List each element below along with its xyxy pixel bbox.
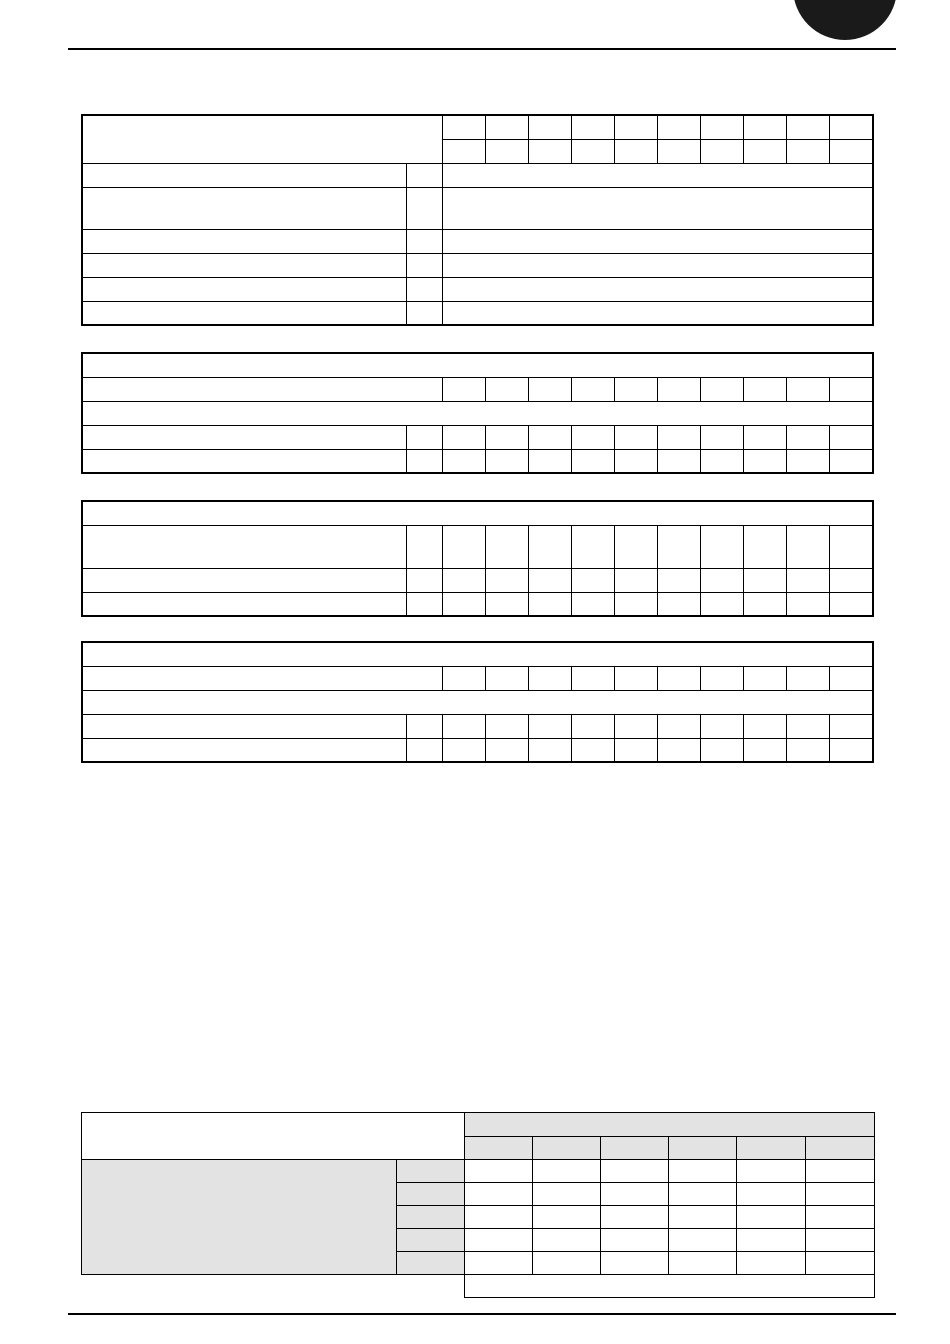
table-cell bbox=[572, 666, 615, 690]
table-cell bbox=[82, 666, 442, 690]
table-row bbox=[82, 1275, 875, 1298]
table-cell bbox=[82, 449, 406, 473]
table-cell bbox=[787, 425, 830, 449]
table-cell bbox=[806, 1229, 875, 1252]
table-cell bbox=[658, 139, 701, 163]
table-cell bbox=[442, 425, 485, 449]
table-cell bbox=[528, 714, 571, 738]
table-cell bbox=[601, 1206, 669, 1229]
table-row bbox=[82, 1160, 875, 1183]
table-cell bbox=[658, 377, 701, 401]
table-cell bbox=[528, 738, 571, 762]
table-row bbox=[82, 425, 873, 449]
section-subtitle-cell bbox=[82, 690, 873, 714]
table-cell bbox=[787, 714, 830, 738]
table-cell bbox=[82, 253, 406, 277]
table-cell bbox=[701, 568, 744, 592]
table-cell bbox=[669, 1252, 737, 1275]
table-cell bbox=[744, 666, 787, 690]
table-cell bbox=[658, 738, 701, 762]
table-cell bbox=[82, 425, 406, 449]
table-cell bbox=[82, 377, 442, 401]
table-cell bbox=[406, 301, 442, 325]
table-cell bbox=[485, 666, 528, 690]
table-row bbox=[82, 353, 873, 377]
table-cell bbox=[572, 115, 615, 139]
table-cell bbox=[744, 714, 787, 738]
table-row bbox=[82, 229, 873, 253]
table-cell bbox=[601, 1137, 669, 1160]
table-cell bbox=[397, 1183, 465, 1206]
table-cell bbox=[465, 1229, 533, 1252]
table-cell bbox=[442, 714, 485, 738]
table-cell bbox=[442, 187, 873, 229]
table-cell bbox=[82, 163, 406, 187]
table-cell bbox=[701, 592, 744, 616]
table-cell bbox=[830, 425, 873, 449]
table-cell bbox=[830, 568, 873, 592]
table-cell bbox=[658, 115, 701, 139]
table-cell bbox=[465, 1160, 533, 1183]
spec-table-1 bbox=[81, 114, 874, 326]
table-cell bbox=[744, 139, 787, 163]
table-cell bbox=[806, 1160, 875, 1183]
table-cell bbox=[442, 301, 873, 325]
table-cell bbox=[528, 666, 571, 690]
table-cell bbox=[442, 666, 485, 690]
table-cell bbox=[533, 1160, 601, 1183]
table-cell bbox=[806, 1206, 875, 1229]
table-cell bbox=[744, 738, 787, 762]
table-cell bbox=[442, 525, 485, 568]
table-cell bbox=[615, 738, 658, 762]
table-cell bbox=[615, 139, 658, 163]
table-row bbox=[82, 568, 873, 592]
table-cell bbox=[669, 1206, 737, 1229]
table-cell bbox=[830, 592, 873, 616]
table-cell bbox=[406, 714, 442, 738]
table-cell bbox=[701, 449, 744, 473]
table-cell bbox=[528, 525, 571, 568]
table-cell bbox=[572, 139, 615, 163]
spec-table-3 bbox=[81, 500, 874, 617]
table-row bbox=[82, 1113, 875, 1137]
table-cell bbox=[442, 568, 485, 592]
spec-table-4 bbox=[81, 641, 874, 763]
table-cell bbox=[406, 449, 442, 473]
table-cell bbox=[465, 1252, 533, 1275]
table-cell bbox=[658, 449, 701, 473]
table-cell bbox=[528, 592, 571, 616]
table-cell bbox=[737, 1229, 806, 1252]
table-cell bbox=[615, 377, 658, 401]
table-cell bbox=[615, 714, 658, 738]
table-cell bbox=[485, 425, 528, 449]
table-cell bbox=[615, 425, 658, 449]
table-cell bbox=[737, 1183, 806, 1206]
table-cell bbox=[485, 714, 528, 738]
table-cell bbox=[787, 139, 830, 163]
table-cell bbox=[830, 449, 873, 473]
table-cell bbox=[406, 253, 442, 277]
table-cell bbox=[658, 714, 701, 738]
table-row bbox=[82, 592, 873, 616]
table-cell bbox=[787, 592, 830, 616]
table-cell bbox=[406, 738, 442, 762]
table-cell bbox=[485, 738, 528, 762]
table-cell bbox=[572, 738, 615, 762]
table-cell bbox=[615, 568, 658, 592]
table-cell bbox=[830, 738, 873, 762]
table-cell bbox=[787, 568, 830, 592]
table-cell bbox=[701, 738, 744, 762]
table-cell bbox=[572, 592, 615, 616]
table-cell bbox=[787, 115, 830, 139]
table-header-cell bbox=[82, 115, 442, 163]
table-row bbox=[82, 714, 873, 738]
table-cell bbox=[572, 449, 615, 473]
table-row bbox=[82, 738, 873, 762]
table-cell bbox=[830, 666, 873, 690]
table-row bbox=[82, 525, 873, 568]
table-cell bbox=[485, 115, 528, 139]
table-cell bbox=[528, 568, 571, 592]
table-cell bbox=[397, 1229, 465, 1252]
table-cell bbox=[615, 115, 658, 139]
table-row bbox=[82, 401, 873, 425]
table-cell bbox=[82, 525, 406, 568]
table-cell bbox=[701, 666, 744, 690]
spec-table-2 bbox=[81, 352, 874, 474]
table-cell bbox=[528, 377, 571, 401]
table-cell bbox=[615, 525, 658, 568]
table-cell bbox=[485, 377, 528, 401]
section-title-cell bbox=[82, 353, 873, 377]
table-cell bbox=[701, 139, 744, 163]
table-cell bbox=[669, 1229, 737, 1252]
table-cell bbox=[528, 449, 571, 473]
table-cell bbox=[406, 163, 442, 187]
table-cell bbox=[737, 1160, 806, 1183]
table-row bbox=[82, 501, 873, 525]
table-cell bbox=[737, 1137, 806, 1160]
table-cell bbox=[787, 377, 830, 401]
table-cell bbox=[529, 115, 572, 139]
table-row bbox=[82, 449, 873, 473]
table-cell bbox=[465, 1206, 533, 1229]
table-cell bbox=[533, 1137, 601, 1160]
table-cell bbox=[82, 714, 406, 738]
table-cell bbox=[737, 1252, 806, 1275]
table-cell bbox=[82, 592, 406, 616]
table-cell bbox=[465, 1183, 533, 1206]
table-cell bbox=[406, 592, 442, 616]
table-cell bbox=[701, 525, 744, 568]
table-cell bbox=[615, 449, 658, 473]
table-cell bbox=[442, 592, 485, 616]
table-cell bbox=[572, 714, 615, 738]
table-cell bbox=[601, 1252, 669, 1275]
table-row bbox=[82, 642, 873, 666]
table-cell bbox=[658, 666, 701, 690]
table-cell bbox=[787, 449, 830, 473]
table-cell bbox=[701, 377, 744, 401]
table-row bbox=[82, 163, 873, 187]
table-cell bbox=[787, 738, 830, 762]
table-cell bbox=[658, 425, 701, 449]
spec-table-5 bbox=[81, 1112, 875, 1298]
table-cell bbox=[830, 525, 873, 568]
table-cell bbox=[528, 425, 571, 449]
table-cell bbox=[397, 1206, 465, 1229]
table-cell bbox=[82, 187, 406, 229]
table-footnote-cell bbox=[465, 1275, 875, 1298]
table-cell bbox=[533, 1229, 601, 1252]
table-row bbox=[82, 690, 873, 714]
table-cell bbox=[830, 714, 873, 738]
table-cell bbox=[701, 714, 744, 738]
table-cell bbox=[485, 568, 528, 592]
table-cell bbox=[744, 449, 787, 473]
table-row bbox=[82, 253, 873, 277]
header-rule bbox=[68, 48, 896, 50]
table-cell bbox=[442, 277, 873, 301]
table-cell bbox=[615, 592, 658, 616]
table-cell bbox=[406, 425, 442, 449]
table-cell bbox=[806, 1183, 875, 1206]
table-cell bbox=[82, 568, 406, 592]
table-cell bbox=[485, 592, 528, 616]
table-cell bbox=[442, 139, 485, 163]
table-cell bbox=[397, 1252, 465, 1275]
table-cell bbox=[669, 1137, 737, 1160]
table-cell bbox=[572, 377, 615, 401]
table-cell bbox=[572, 568, 615, 592]
table-cell bbox=[485, 449, 528, 473]
table-cell bbox=[442, 229, 873, 253]
table-cell bbox=[701, 115, 744, 139]
table-cell bbox=[744, 115, 787, 139]
table-spacer-cell bbox=[82, 1275, 465, 1298]
table-cell bbox=[806, 1137, 875, 1160]
table-cell bbox=[533, 1206, 601, 1229]
table-cell bbox=[572, 525, 615, 568]
chapter-tab bbox=[793, 0, 897, 40]
table-cell bbox=[82, 301, 406, 325]
table-cell bbox=[830, 377, 873, 401]
table-cell bbox=[442, 163, 873, 187]
table-cell bbox=[485, 525, 528, 568]
table-cell bbox=[442, 377, 485, 401]
table-row bbox=[82, 277, 873, 301]
table-cell bbox=[406, 568, 442, 592]
table-cell bbox=[442, 449, 485, 473]
table-cell bbox=[806, 1252, 875, 1275]
table-cell bbox=[397, 1160, 465, 1183]
section-title-cell bbox=[82, 501, 873, 525]
table-cell bbox=[533, 1252, 601, 1275]
table-cell bbox=[82, 277, 406, 301]
table-cell bbox=[744, 568, 787, 592]
table-cell bbox=[82, 229, 406, 253]
table-cell bbox=[658, 525, 701, 568]
table-cell bbox=[406, 229, 442, 253]
table-cell bbox=[572, 425, 615, 449]
table-row bbox=[82, 377, 873, 401]
table-cell bbox=[744, 377, 787, 401]
table-cell bbox=[82, 738, 406, 762]
table-cell bbox=[601, 1183, 669, 1206]
table-header-cell bbox=[82, 1113, 465, 1160]
footer-rule bbox=[68, 1313, 896, 1315]
table-cell bbox=[406, 277, 442, 301]
table-cell bbox=[533, 1183, 601, 1206]
table-cell bbox=[787, 525, 830, 568]
section-title-cell bbox=[82, 642, 873, 666]
table-cell bbox=[406, 187, 442, 229]
table-cell bbox=[830, 115, 873, 139]
table-cell bbox=[744, 425, 787, 449]
table-row bbox=[82, 301, 873, 325]
table-cell bbox=[744, 525, 787, 568]
table-row bbox=[82, 666, 873, 690]
table-cell bbox=[669, 1183, 737, 1206]
table-cell bbox=[787, 666, 830, 690]
table-header-cell bbox=[465, 1113, 875, 1137]
section-subtitle-cell bbox=[82, 401, 873, 425]
table-cell bbox=[465, 1137, 533, 1160]
table-cell bbox=[442, 738, 485, 762]
table-cell bbox=[601, 1229, 669, 1252]
table-cell bbox=[701, 425, 744, 449]
table-cell bbox=[615, 666, 658, 690]
table-row bbox=[82, 187, 873, 229]
table-cell bbox=[744, 592, 787, 616]
table-cell bbox=[442, 253, 873, 277]
table-cell bbox=[737, 1206, 806, 1229]
table-cell bbox=[442, 115, 485, 139]
table-cell bbox=[658, 592, 701, 616]
table-cell bbox=[669, 1160, 737, 1183]
table-cell bbox=[529, 139, 572, 163]
table-cell bbox=[658, 568, 701, 592]
table-cell bbox=[485, 139, 528, 163]
table-cell bbox=[601, 1160, 669, 1183]
table-cell bbox=[406, 525, 442, 568]
table-label-cell bbox=[82, 1160, 397, 1275]
table-cell bbox=[830, 139, 873, 163]
